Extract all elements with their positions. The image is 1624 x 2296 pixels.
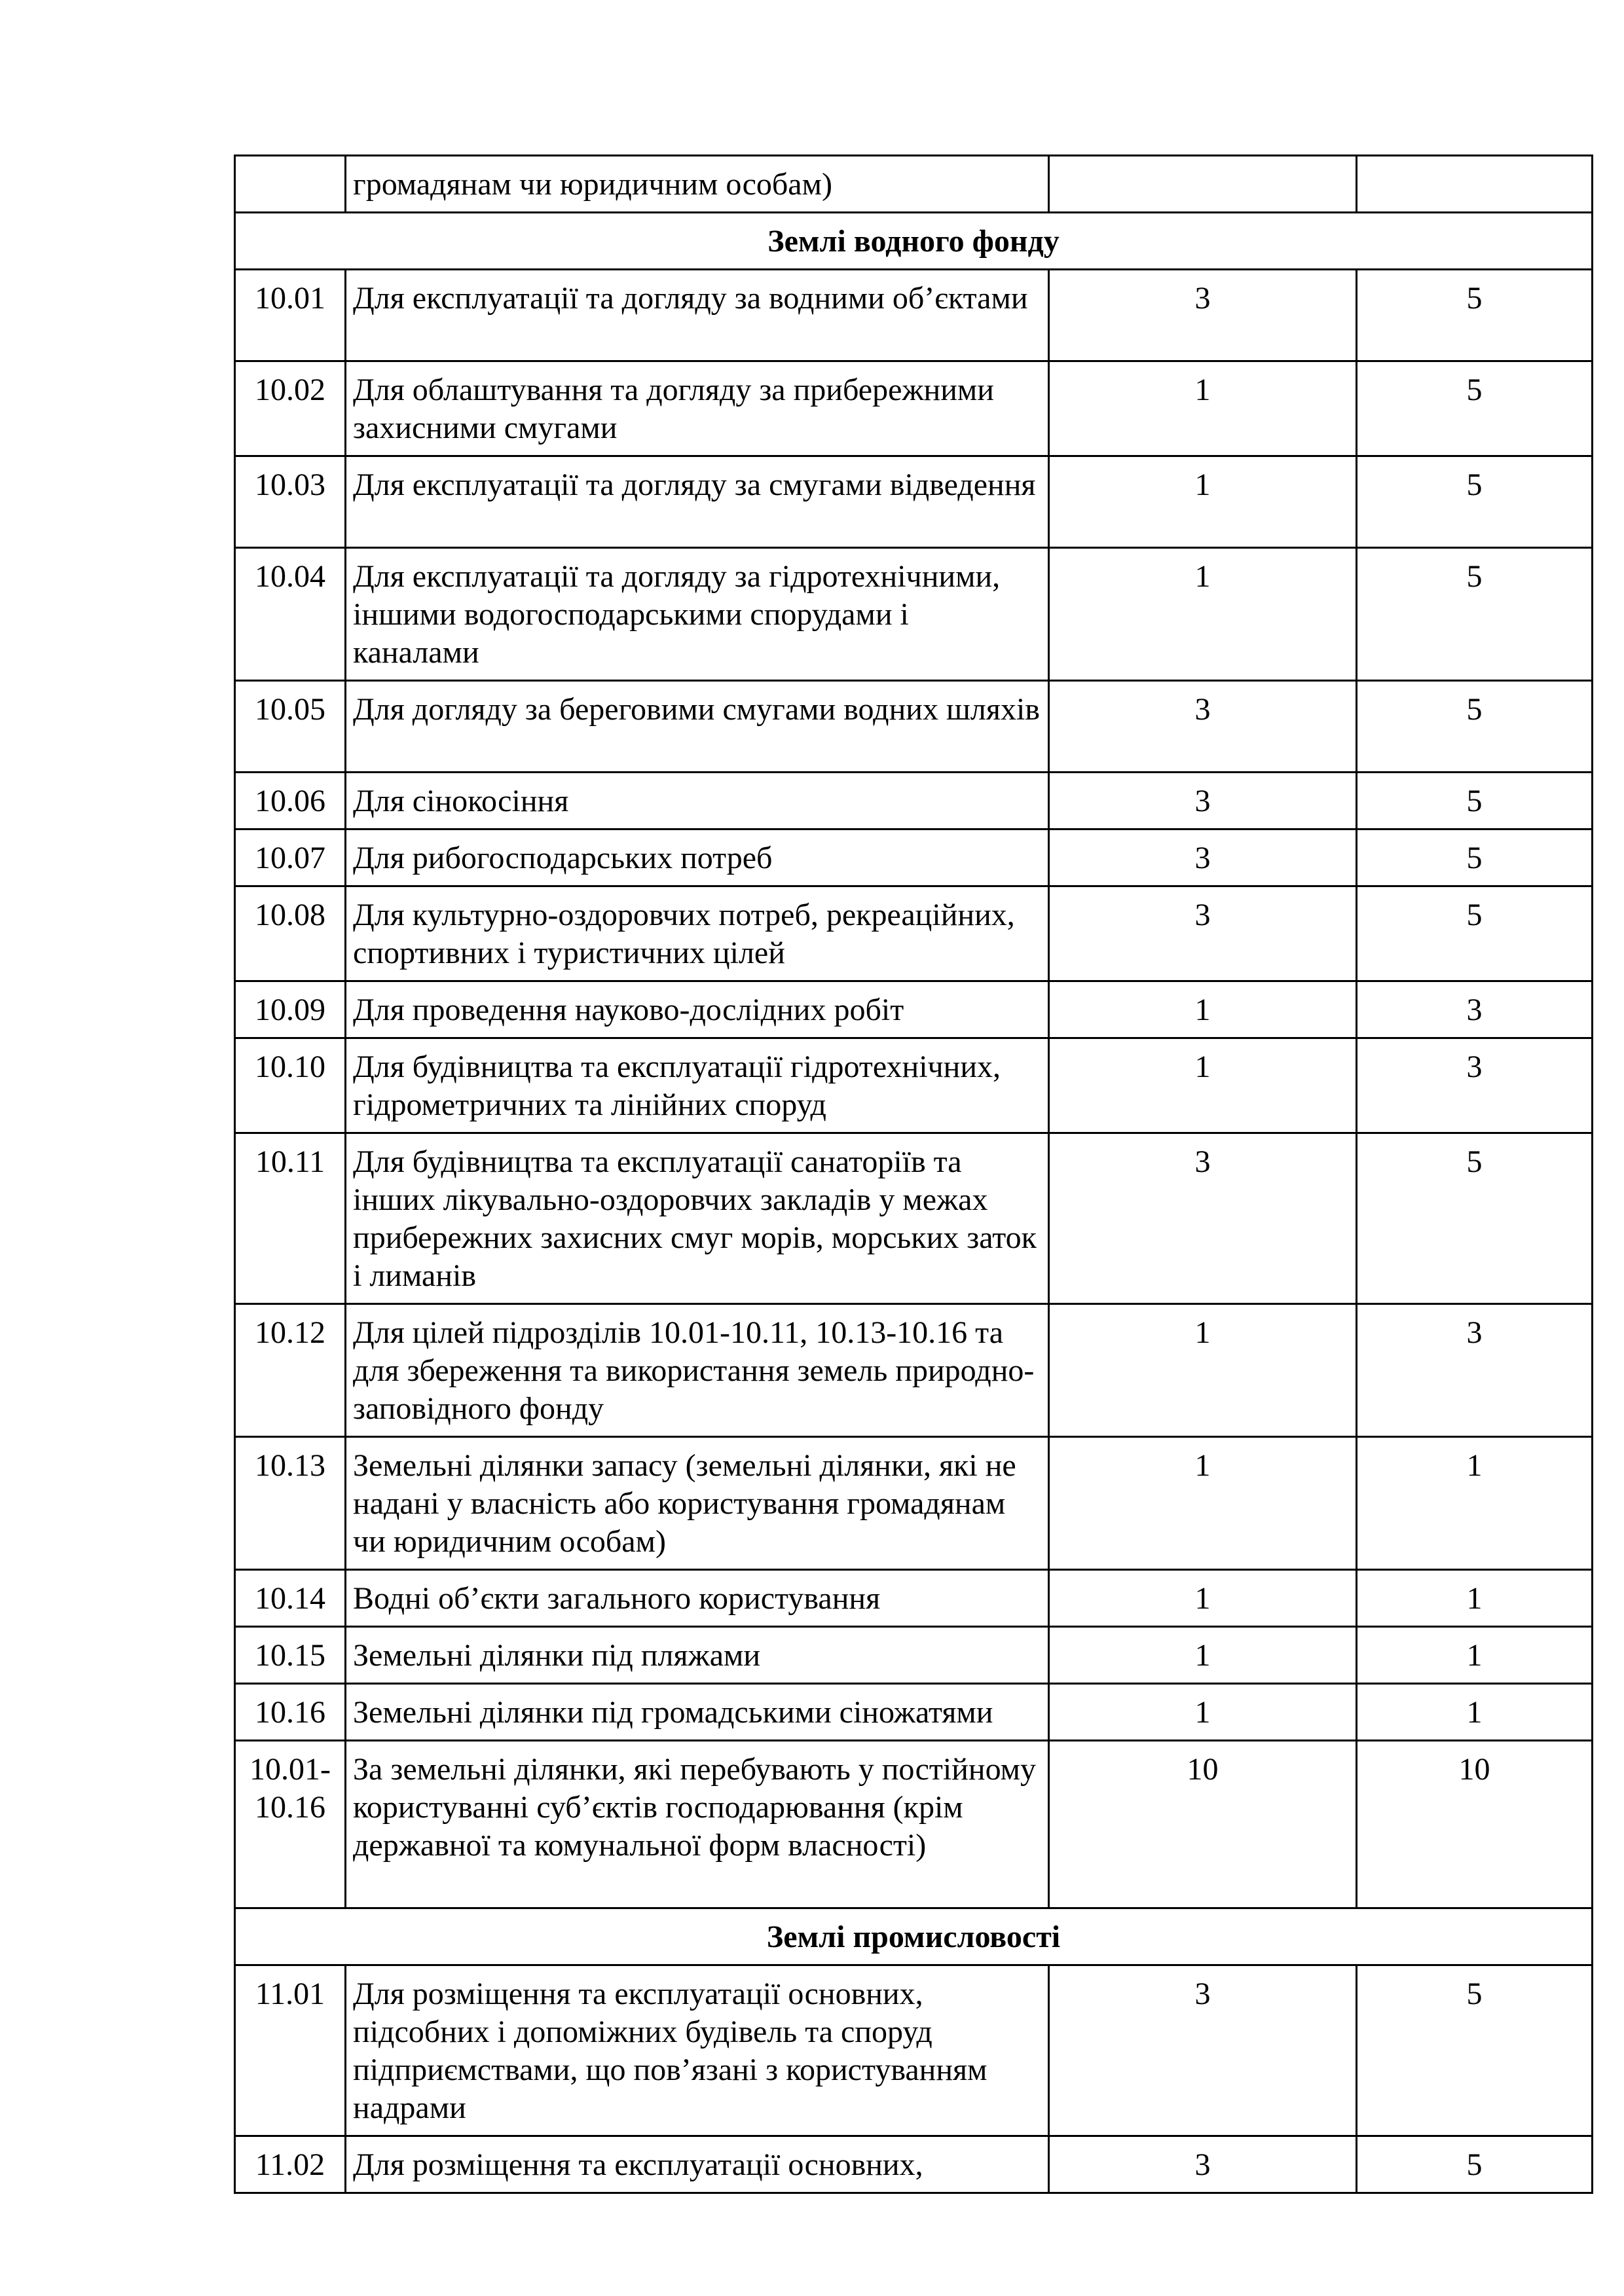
land-tax-rates-table	[234, 155, 1593, 2194]
table-row	[235, 456, 1593, 548]
row-description-cell: Для розміщення та експлуатації основних, підсобних і допоміжних будівель та споруд підприємствами, що пов’язані з користуванням надрами	[346, 1965, 1049, 2136]
row-rate-2-cell: 3	[1357, 1038, 1593, 1133]
row-rate-2-cell: 5	[1357, 270, 1593, 361]
row-rate-1-cell	[1049, 156, 1357, 213]
row-rate-1-cell: 3	[1049, 1133, 1357, 1304]
table-row	[235, 1570, 1593, 1627]
row-rate-2-cell: 1	[1357, 1627, 1593, 1684]
row-code-cell: 10.15	[235, 1627, 346, 1684]
row-description-cell: Для рибогосподарських потреб	[346, 829, 1049, 886]
row-code-cell: 10.03	[235, 456, 346, 548]
table-row	[235, 681, 1593, 773]
row-rate-1-cell: 1	[1049, 1684, 1357, 1741]
table-row	[235, 2136, 1593, 2193]
row-rate-2-cell: 5	[1357, 886, 1593, 981]
table-row	[235, 548, 1593, 681]
row-rate-2-cell: 5	[1357, 548, 1593, 681]
row-rate-2-cell: 1	[1357, 1570, 1593, 1627]
row-code-cell: 10.08	[235, 886, 346, 981]
table-row	[235, 1304, 1593, 1437]
row-rate-1-cell: 3	[1049, 773, 1357, 829]
row-description-cell: Водні об’єкти загального користування	[346, 1570, 1049, 1627]
row-code-cell: 10.10	[235, 1038, 346, 1133]
row-rate-2-cell: 5	[1357, 2136, 1593, 2193]
table-row	[235, 886, 1593, 981]
row-rate-1-cell: 3	[1049, 681, 1357, 773]
row-rate-1-cell: 3	[1049, 2136, 1357, 2193]
row-description-cell: Для розміщення та експлуатації основних,	[346, 2136, 1049, 2193]
row-code-cell: 11.01	[235, 1965, 346, 2136]
row-rate-2-cell: 5	[1357, 829, 1593, 886]
row-rate-1-cell: 1	[1049, 456, 1357, 548]
row-rate-2-cell	[1357, 156, 1593, 213]
table-row	[235, 1965, 1593, 2136]
row-description-cell: Для будівництва та експлуатації гідротехнічних, гідрометричних та лінійних споруд	[346, 1038, 1049, 1133]
row-rate-2-cell: 5	[1357, 681, 1593, 773]
row-rate-1-cell: 1	[1049, 1437, 1357, 1570]
table-row	[235, 1038, 1593, 1133]
row-rate-1-cell: 1	[1049, 1627, 1357, 1684]
row-code-cell: 11.02	[235, 2136, 346, 2193]
row-code-cell: 10.01	[235, 270, 346, 361]
row-rate-2-cell: 5	[1357, 773, 1593, 829]
table-row	[235, 773, 1593, 829]
row-code-cell: 10.07	[235, 829, 346, 886]
table-row	[235, 1741, 1593, 1908]
row-description-cell: Земельні ділянки під пляжами	[346, 1627, 1049, 1684]
row-code-cell: 10.13	[235, 1437, 346, 1570]
row-rate-2-cell: 10	[1357, 1741, 1593, 1908]
row-rate-2-cell: 1	[1357, 1684, 1593, 1741]
row-code-cell: 10.02	[235, 361, 346, 456]
row-rate-1-cell: 3	[1049, 829, 1357, 886]
row-rate-2-cell: 3	[1357, 981, 1593, 1038]
section-header-row	[235, 1908, 1593, 1965]
row-description-cell: громадянам чи юридичним особам)	[346, 156, 1049, 213]
row-rate-2-cell: 1	[1357, 1437, 1593, 1570]
table-row	[235, 1627, 1593, 1684]
table-row	[235, 981, 1593, 1038]
row-description-cell: Для проведення науково-дослідних робіт	[346, 981, 1049, 1038]
row-description-cell: Для цілей підрозділів 10.01-10.11, 10.13-10.16 та для збереження та використання земель природно-заповідного фонду	[346, 1304, 1049, 1437]
row-rate-1-cell: 1	[1049, 981, 1357, 1038]
row-description-cell: Для культурно-оздоровчих потреб, рекреаційних, спортивних і туристичних цілей	[346, 886, 1049, 981]
row-rate-1-cell: 3	[1049, 1965, 1357, 2136]
row-description-cell: Земельні ділянки запасу (земельні ділянки, які не надані у власність або користування громадянам чи юридичним особам)	[346, 1437, 1049, 1570]
row-code-cell: 10.11	[235, 1133, 346, 1304]
row-code-cell: 10.01-10.16	[235, 1741, 346, 1908]
row-code-cell: 10.06	[235, 773, 346, 829]
row-rate-1-cell: 1	[1049, 1570, 1357, 1627]
row-rate-2-cell: 5	[1357, 361, 1593, 456]
row-rate-1-cell: 1	[1049, 1038, 1357, 1133]
document-page	[234, 155, 1591, 2194]
row-code-cell: 10.04	[235, 548, 346, 681]
row-rate-1-cell: 3	[1049, 886, 1357, 981]
table-row	[235, 270, 1593, 361]
section-header-row	[235, 213, 1593, 270]
table-row	[235, 1437, 1593, 1570]
row-rate-1-cell: 1	[1049, 361, 1357, 456]
section-title: Землі водного фонду	[235, 213, 1593, 270]
table-row	[235, 1133, 1593, 1304]
row-rate-2-cell: 3	[1357, 1304, 1593, 1437]
row-description-cell: За земельні ділянки, які перебувають у постійному користуванні суб’єктів господарювання (крім державної та комунальної форм власності)	[346, 1741, 1049, 1908]
row-description-cell: Для облаштування та догляду за прибережними захисними смугами	[346, 361, 1049, 456]
row-code-cell: 10.16	[235, 1684, 346, 1741]
row-description-cell: Для експлуатації та догляду за водними об’єктами	[346, 270, 1049, 361]
table-row	[235, 361, 1593, 456]
row-code-cell: 10.05	[235, 681, 346, 773]
row-description-cell: Земельні ділянки під громадськими сіножатями	[346, 1684, 1049, 1741]
section-title: Землі промисловості	[235, 1908, 1593, 1965]
row-description-cell: Для будівництва та експлуатації санаторіїв та інших лікувально-оздоровчих закладів у межах прибережних захисних смуг морів, морських заток і лиманів	[346, 1133, 1049, 1304]
row-rate-2-cell: 5	[1357, 1965, 1593, 2136]
row-rate-2-cell: 5	[1357, 1133, 1593, 1304]
table-row	[235, 1684, 1593, 1741]
row-code-cell: 10.14	[235, 1570, 346, 1627]
row-description-cell: Для експлуатації та догляду за смугами відведення	[346, 456, 1049, 548]
row-description-cell: Для догляду за береговими смугами водних шляхів	[346, 681, 1049, 773]
row-code-cell	[235, 156, 346, 213]
row-description-cell: Для експлуатації та догляду за гідротехнічними, іншими водогосподарськими спорудами і каналами	[346, 548, 1049, 681]
row-rate-1-cell: 3	[1049, 270, 1357, 361]
row-rate-1-cell: 10	[1049, 1741, 1357, 1908]
row-description-cell: Для сінокосіння	[346, 773, 1049, 829]
row-code-cell: 10.12	[235, 1304, 346, 1437]
row-rate-1-cell: 1	[1049, 1304, 1357, 1437]
table-row	[235, 156, 1593, 213]
table-body	[235, 156, 1593, 2193]
row-code-cell: 10.09	[235, 981, 346, 1038]
row-rate-2-cell: 5	[1357, 456, 1593, 548]
table-row	[235, 829, 1593, 886]
row-rate-1-cell: 1	[1049, 548, 1357, 681]
